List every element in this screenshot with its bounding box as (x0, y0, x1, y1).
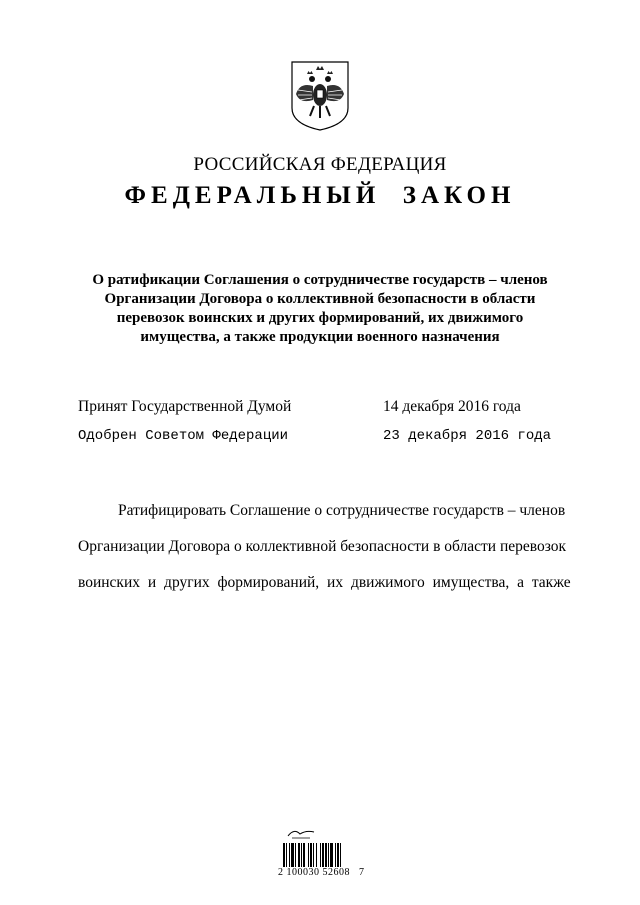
barcode-bar (313, 843, 314, 867)
barcode-bar (308, 843, 309, 867)
barcode-bar (330, 843, 333, 867)
barcode-bar (283, 843, 285, 867)
document-type-title: ФЕДЕРАЛЬНЫЙ ЗАКОН (124, 182, 516, 209)
barcode-icon (282, 843, 362, 869)
barcode-bar (303, 843, 305, 867)
adoption-date: 23 декабря 2016 года (383, 428, 552, 444)
barcode-bar (310, 843, 312, 867)
subject-line: перевозок воинских и других формирований, их движимого (116, 310, 524, 326)
barcode-bar (328, 843, 329, 867)
barcode-bar (340, 843, 341, 867)
barcode-bar (291, 843, 294, 867)
adoption-row-federation-council (78, 428, 578, 450)
barcode-bar (301, 843, 302, 867)
law-subject (60, 271, 580, 347)
subject-line: имущества, а также продукции военного назначения (140, 329, 500, 345)
barcode-bar (298, 843, 300, 867)
body-line: воинских и других формирований, их движимого имущества, а также (78, 574, 571, 591)
subject-line: О ратификации Соглашения о сотрудничестве государств – членов (92, 272, 548, 288)
country-name: РОССИЙСКАЯ ФЕДЕРАЦИЯ (193, 154, 447, 175)
adoption-row-duma (78, 398, 578, 420)
barcode-bar (325, 843, 327, 867)
barcode-number: 2 100030 52608 7 (278, 867, 365, 878)
subject-line: Организации Договора о коллективной безопасности в области (104, 291, 536, 307)
body-line: Ратифицировать Соглашение о сотрудничестве государств – членов (118, 502, 566, 519)
adoption-label: Принят Государственной Думой (78, 398, 292, 415)
adoption-date: 14 декабря 2016 года (383, 398, 521, 415)
coat-of-arms-icon (288, 60, 352, 132)
stamp-mark-icon (286, 826, 316, 840)
adoption-label: Одобрен Советом Федерации (78, 428, 289, 444)
barcode-bar (322, 843, 324, 867)
barcode-bar (286, 843, 287, 867)
barcode-bar (320, 843, 321, 867)
barcode-bar (316, 843, 317, 867)
barcode-bar (335, 843, 336, 867)
barcode-bar (295, 843, 296, 867)
body-line: Организации Договора о коллективной безопасности в области перевозок (78, 538, 567, 555)
barcode-bar (289, 843, 290, 867)
barcode-bar (337, 843, 339, 867)
